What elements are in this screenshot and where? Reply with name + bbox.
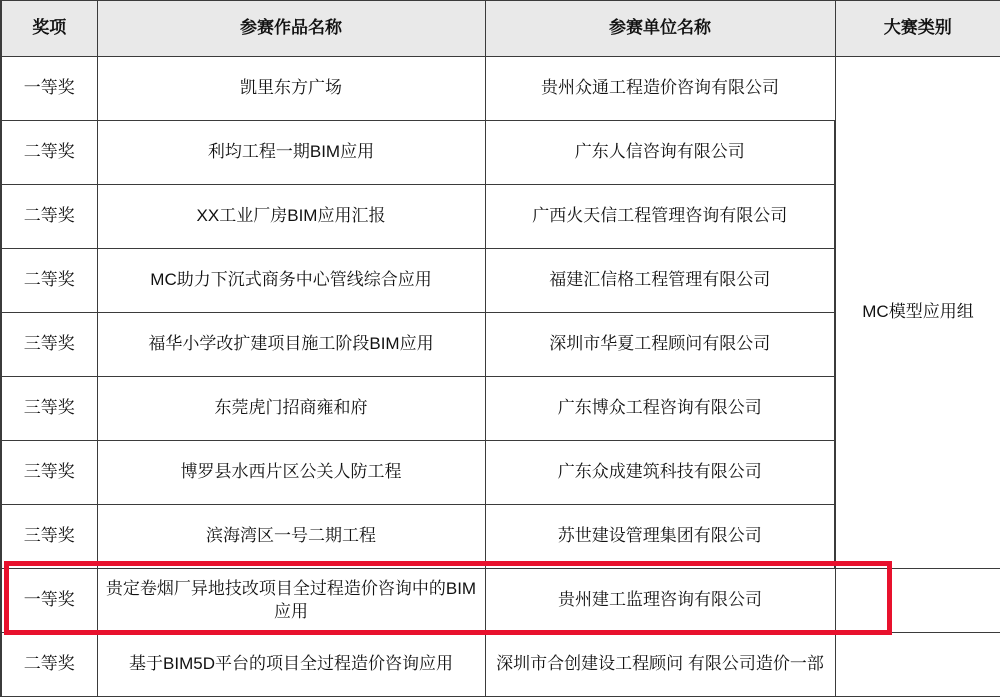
cell-award: 三等奖 xyxy=(1,313,97,377)
cell-unit: 苏世建设管理集团有限公司 xyxy=(485,505,835,569)
cell-award: 二等奖 xyxy=(1,121,97,185)
cell-category-group: MC模型应用组 xyxy=(835,57,1000,569)
column-header-award: 奖项 xyxy=(1,1,97,57)
cell-unit: 贵州建工监理咨询有限公司 xyxy=(485,569,835,633)
column-header-work: 参赛作品名称 xyxy=(97,1,485,57)
cell-award: 二等奖 xyxy=(1,185,97,249)
table-header xyxy=(1,1,1000,57)
cell-unit: 深圳市华夏工程顾问有限公司 xyxy=(485,313,835,377)
cell-work: 凯里东方广场 xyxy=(97,57,485,121)
table-row-highlighted xyxy=(1,569,1000,633)
table-body xyxy=(1,57,1000,697)
cell-award: 三等奖 xyxy=(1,441,97,505)
cell-unit: 深圳市合创建设工程顾问 有限公司造价一部 xyxy=(485,633,835,697)
cell-award: 二等奖 xyxy=(1,249,97,313)
cell-work: 滨海湾区一号二期工程 xyxy=(97,505,485,569)
cell-category-empty xyxy=(835,633,1000,697)
cell-work: XX工业厂房BIM应用汇报 xyxy=(97,185,485,249)
cell-work: 贵定卷烟厂异地技改项目全过程造价咨询中的BIM应用 xyxy=(97,569,485,633)
table-header-row xyxy=(1,1,1000,57)
table-row xyxy=(1,57,1000,121)
cell-unit: 贵州众通工程造价咨询有限公司 xyxy=(485,57,835,121)
cell-work: 博罗县水西片区公关人防工程 xyxy=(97,441,485,505)
cell-unit: 广东人信咨询有限公司 xyxy=(485,121,835,185)
cell-unit: 广东博众工程咨询有限公司 xyxy=(485,377,835,441)
cell-award: 二等奖 xyxy=(1,633,97,697)
cell-award: 一等奖 xyxy=(1,569,97,633)
cell-work: 东莞虎门招商雍和府 xyxy=(97,377,485,441)
cell-unit: 广西火天信工程管理咨询有限公司 xyxy=(485,185,835,249)
cell-unit: 福建汇信格工程管理有限公司 xyxy=(485,249,835,313)
cell-work: 利均工程一期BIM应用 xyxy=(97,121,485,185)
cell-unit: 广东众成建筑科技有限公司 xyxy=(485,441,835,505)
cell-work: MC助力下沉式商务中心管线综合应用 xyxy=(97,249,485,313)
cell-work: 福华小学改扩建项目施工阶段BIM应用 xyxy=(97,313,485,377)
cell-work: 基于BIM5D平台的项目全过程造价咨询应用 xyxy=(97,633,485,697)
cell-award: 一等奖 xyxy=(1,57,97,121)
column-header-category: 大赛类别 xyxy=(835,1,1000,57)
table-row xyxy=(1,633,1000,697)
cell-award: 三等奖 xyxy=(1,505,97,569)
column-header-unit: 参赛单位名称 xyxy=(485,1,835,57)
cell-award: 三等奖 xyxy=(1,377,97,441)
cell-category-empty xyxy=(835,569,1000,633)
